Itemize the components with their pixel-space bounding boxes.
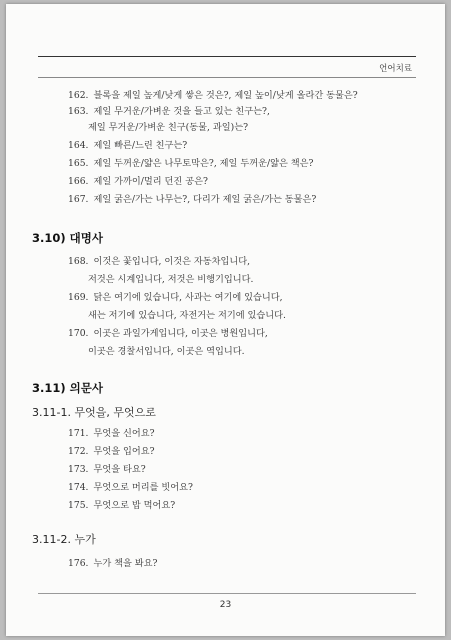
item-number: 172.: [68, 446, 89, 457]
list-item-continuation: 새는 저기에 있습니다, 자전거는 저기에 있습니다.: [88, 310, 286, 321]
item-number: 169.: [68, 292, 89, 303]
list-item: [68, 328, 268, 340]
item-text: 닭은 여기에 있습니다, 사과는 여기에 있습니다,: [93, 292, 283, 303]
document-page: [6, 4, 445, 636]
item-text: 제일 굵은/가는 나무는?, 다리가 제일 굵은/가는 동물은?: [93, 194, 317, 205]
list-item: [68, 558, 158, 570]
item-text: 제일 가까이/멀리 던진 공은?: [93, 176, 208, 187]
list-item: [68, 482, 193, 494]
item-number: 164.: [68, 140, 89, 151]
list-item: [68, 176, 208, 188]
item-number: 162.: [68, 90, 89, 101]
item-text: 무엇으로 밥 먹어요?: [93, 500, 176, 511]
item-text: 무엇을 타요?: [93, 464, 146, 475]
list-item: [68, 464, 146, 476]
item-text: 제일 빠른/느린 친구는?: [93, 140, 188, 151]
header-divider: [38, 77, 416, 78]
subsection-heading: 3.11-2. 누가: [32, 533, 96, 546]
list-item: [68, 292, 283, 304]
subsection-heading: 3.11-1. 무엇을, 무엇으로: [32, 406, 156, 419]
list-item-continuation: 이곳은 경찰서입니다, 이곳은 역입니다.: [88, 346, 245, 357]
section-heading: 3.10) 대명사: [32, 231, 103, 245]
section-heading: 3.11) 의문사: [32, 381, 103, 395]
item-number: 165.: [68, 158, 89, 169]
item-text: 블록을 제일 높게/낮게 쌓은 것은?, 제일 높이/낮게 올라간 동물은?: [93, 90, 358, 101]
item-text: 이것은 꽃입니다, 이것은 자동차입니다,: [93, 256, 251, 267]
running-header-title: 언어치료: [379, 64, 412, 74]
list-item-continuation: 저것은 시계입니다, 저것은 비행기입니다.: [88, 274, 254, 285]
item-text: 누가 책을 봐요?: [93, 558, 158, 569]
item-text: 제일 두꺼운/얇은 나무토막은?, 제일 두꺼운/얇은 책은?: [93, 158, 314, 169]
item-number: 176.: [68, 558, 89, 569]
item-number: 174.: [68, 482, 89, 493]
item-number: 168.: [68, 256, 89, 267]
list-item: [68, 500, 175, 512]
list-item: [68, 106, 270, 118]
item-number: 163.: [68, 106, 89, 117]
item-number: 171.: [68, 428, 89, 439]
header-rule: [38, 56, 416, 57]
list-item: [68, 194, 316, 206]
list-item-continuation: 제일 무거운/가벼운 친구(동물, 과일)는?: [88, 122, 248, 133]
list-item: [68, 256, 250, 268]
list-item: [68, 446, 155, 458]
item-number: 166.: [68, 176, 89, 187]
item-number: 175.: [68, 500, 89, 511]
list-item: [68, 90, 358, 102]
item-text: 제일 무거운/가벼운 것을 들고 있는 친구는?,: [93, 106, 270, 117]
footer-rule: [38, 593, 416, 594]
item-text: 무엇으로 머리를 빗어요?: [93, 482, 193, 493]
item-text: 이곳은 과일가게입니다, 이곳은 병원입니다,: [93, 328, 268, 339]
item-number: 173.: [68, 464, 89, 475]
page-number: 23: [219, 600, 232, 610]
item-number: 167.: [68, 194, 89, 205]
list-item: [68, 428, 155, 440]
item-number: 170.: [68, 328, 89, 339]
list-item: [68, 158, 313, 170]
item-text: 무엇을 입어요?: [93, 446, 155, 457]
list-item: [68, 140, 187, 152]
item-text: 무엇을 신어요?: [93, 428, 155, 439]
